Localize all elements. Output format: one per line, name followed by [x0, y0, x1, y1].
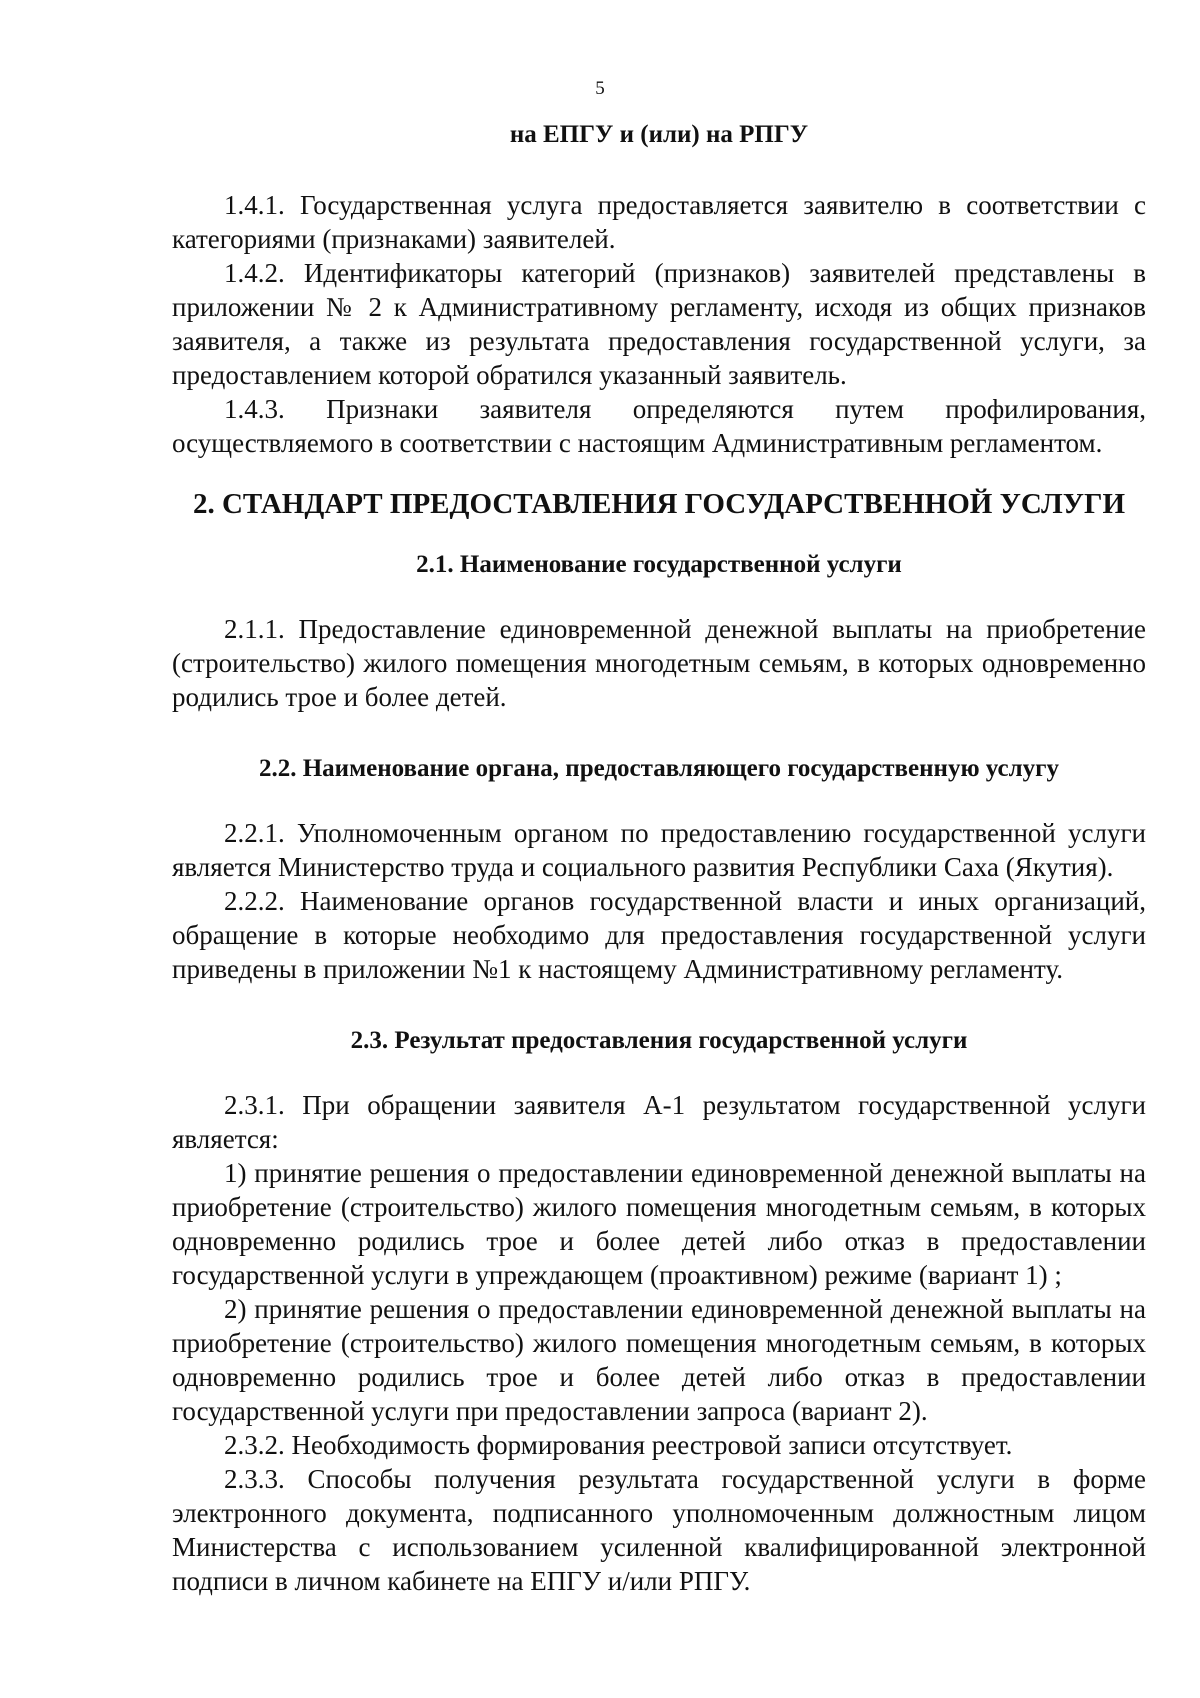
section-2-1 — [172, 548, 1146, 714]
section-2-3-heading: 2.3. Результат предоставления государственной услуги — [350, 1027, 968, 1054]
paragraph-1-4-3: 1.4.3. Признаки заявителя определяются путем профилирования, осуществляемого в соответствии с настоящим Административным регламентом. — [172, 394, 1146, 458]
block-1-4 — [172, 188, 1146, 460]
chapter-2-heading: 2. СТАНДАРТ ПРЕДОСТАВЛЕНИЯ ГОСУДАРСТВЕННОЙ УСЛУГИ — [192, 488, 1126, 520]
section-2-2 — [172, 752, 1146, 986]
paragraph-1-4-2: 1.4.2. Идентификаторы категорий (признаков) заявителей представлены в приложении № 2 к Административному регламенту, исходя из общих признаков заявителя, а также из результата предоставления государственной услуги, за предоставлением которой обратился указанный заявитель. — [172, 258, 1146, 390]
section-spacer — [172, 714, 1146, 744]
paragraph-2-2-2: 2.2.2. Наименование органов государственной власти и иных организаций, обращение в которые необходимо для предоставления государственной услуги приведены в приложении №1 к настоящему Административному регламенту. — [172, 886, 1146, 984]
section-2-1-heading: 2.1. Наименование государственной услуги — [416, 551, 902, 578]
page-content — [172, 118, 1146, 1598]
paragraph-2-1-1: 2.1.1. Предоставление единовременной денежной выплаты на приобретение (строительство) жилого помещения многодетным семьям, в которых одновременно родились трое и более детей. — [172, 614, 1146, 712]
section-2-3 — [172, 1024, 1146, 1598]
paragraph-2-2-1: 2.2.1. Уполномоченным органом по предоставлению государственной услуги является Министерство труда и социального развития Республики Саха (Якутия). — [172, 818, 1146, 882]
section-2-2-heading: 2.2. Наименование органа, предоставляющего государственную услугу — [258, 755, 1060, 782]
section-spacer — [172, 986, 1146, 1016]
paragraph-2-3-3: 2.3.3. Способы получения результата государственной услуги в форме электронного документа, подписанного уполномоченным должностным лицом Министерства с использованием усиленной квалифицированной электронной подписи в личном кабинете на ЕПГУ и/или РПГУ. — [172, 1464, 1146, 1596]
page-number: 5 — [595, 78, 605, 99]
list-item-variant-2: 2) принятие решения о предоставлении единовременной денежной выплаты на приобретение (строительство) жилого помещения многодетным семьям, в которых одновременно родились трое и более детей либо отказ в предоставлении государственной услуги при предоставлении запроса (вариант 2). — [172, 1294, 1146, 1426]
continuation-heading: на ЕПГУ и (или) на РПГУ — [509, 121, 809, 148]
paragraph-2-3-2: 2.3.2. Необходимость формирования реестровой записи отсутствует. — [224, 1430, 1013, 1460]
paragraph-1-4-1: 1.4.1. Государственная услуга предоставляется заявителю в соответствии с категориями (признаками) заявителей. — [172, 190, 1146, 254]
paragraph-2-3-1: 2.3.1. При обращении заявителя А-1 результатом государственной услуги является: — [172, 1090, 1146, 1154]
list-item-variant-1: 1) принятие решения о предоставлении единовременной денежной выплаты на приобретение (строительство) жилого помещения многодетным семьям, в которых одновременно родились трое и более детей либо отказ в предоставлении государственной услуги в упреждающем (проактивном) режиме (вариант 1) ; — [172, 1158, 1146, 1290]
